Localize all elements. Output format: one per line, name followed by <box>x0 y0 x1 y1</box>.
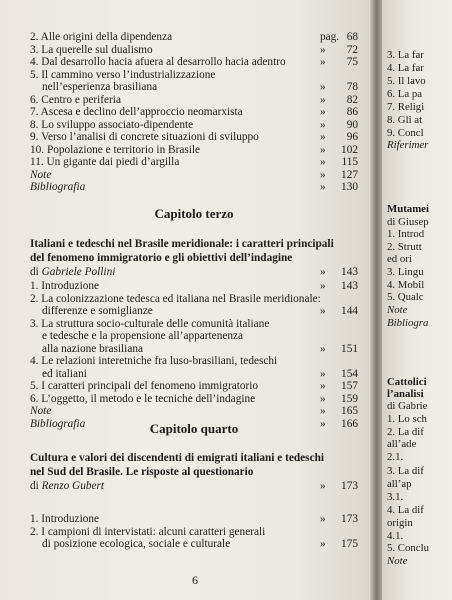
toc-entry-title: 3. La querelle sul dualismo <box>30 43 153 56</box>
toc-entry-title: 9. Verso l’analisi di concrete situazioni di sviluppo <box>30 131 259 143</box>
page-number: 6 <box>192 573 198 587</box>
toc-entry-marker: » <box>320 380 326 392</box>
right-page-line: all’ade <box>387 438 417 450</box>
toc-entry-title: 2. Alle origini della dipendenza <box>30 31 173 43</box>
toc-entry-title: 5. I caratteri principali del fenomeno immigratorio <box>30 380 259 392</box>
toc-entry-title: Note <box>30 168 52 181</box>
toc-entry-title: 1. Introduzione <box>30 513 100 525</box>
chapter-title-line: del fenomeno immigratorio e gli obiettivi dell’indagine <box>30 251 293 264</box>
author-name: Gabriele Pollini <box>41 266 116 278</box>
right-page-line: 6. La pa <box>387 88 423 100</box>
toc-entry-marker: » <box>320 305 326 317</box>
right-page-line: 4. La far <box>387 62 424 74</box>
toc-entry-title: e tedesche e la propensione all’appartenenza <box>42 330 244 342</box>
right-page-line: 7. Religi <box>387 101 425 113</box>
toc-entry-title: 10. Popolazione e territorio in Brasile <box>30 143 201 156</box>
right-page-line: 9. Concl <box>387 127 424 139</box>
right-page-line: origin <box>387 517 413 529</box>
toc-entry-title: 8. Lo sviluppo associato-dipendente <box>30 118 194 131</box>
author-marker: » <box>320 480 326 492</box>
toc-entry-marker: » <box>320 168 326 181</box>
chapter-title-line: Cultura e valori dei discendenti di emigrati italiani e tedeschi <box>30 452 325 464</box>
right-page-line: 2. Strutt <box>387 241 422 253</box>
right-page-line: 4. Mobil <box>387 279 425 291</box>
toc-entry-page: 90 <box>346 118 358 131</box>
toc-entry-page: 154 <box>341 367 358 380</box>
toc-entry-marker: » <box>320 392 326 405</box>
toc-entry-title: 4. Dal desarrollo hacia afuera al desarrollo hacia adentro <box>30 56 286 68</box>
right-page-line: Note <box>387 555 408 567</box>
toc-entry-page: 166 <box>341 417 358 430</box>
right-page-line: 3. Lingu <box>387 266 424 278</box>
toc-entry-page: 157 <box>341 380 358 392</box>
right-page-line: 8. Gli at <box>387 114 423 126</box>
toc-entry-marker: » <box>320 367 326 380</box>
right-page-line: ed ori <box>387 253 412 265</box>
toc-entry-marker: » <box>320 538 326 550</box>
toc-entry-title: differenze e somiglianze <box>42 305 153 317</box>
toc-entry-marker: » <box>320 143 326 156</box>
toc-entry-title: 2. La colonizzazione tedesca ed italiana nel Brasile meridionale: <box>30 292 321 305</box>
right-page-line: Mutamei <box>387 203 429 215</box>
book-gutter <box>370 0 382 600</box>
toc-entry-marker: » <box>320 280 326 292</box>
right-page-line: 2. La dif <box>387 426 424 438</box>
toc-entry-title: 4. Le relazioni interetniche fra luso-brasiliani, tedeschi <box>30 355 278 367</box>
right-page-line: 1. Lo sch <box>387 413 427 425</box>
toc-entry-page: 159 <box>341 392 358 405</box>
author-prefix: di <box>30 266 42 278</box>
toc-entry-title: Note <box>30 405 52 417</box>
toc-entry-title: 11. Un gigante dai piedi d’argilla <box>30 156 180 168</box>
right-page-line: Bibliogra <box>387 317 429 329</box>
toc-entry-marker: » <box>320 417 326 430</box>
toc-entry-page: 78 <box>346 81 358 93</box>
toc-entry-page: 86 <box>346 106 358 118</box>
right-page-line: 2.1. <box>387 451 404 463</box>
right-page-line: 5. Conclu <box>387 542 429 554</box>
toc-entry-page: 102 <box>341 143 358 156</box>
toc-entry-title: 6. Centro e periferia <box>30 93 121 106</box>
toc-entry-page: 143 <box>341 280 358 292</box>
toc-entry-page: 130 <box>341 181 358 193</box>
toc-entry-page: 75 <box>346 56 358 68</box>
chapter-heading: Capitolo terzo <box>154 206 234 221</box>
right-page-line: l’analisi <box>387 388 424 400</box>
right-page <box>382 0 452 600</box>
toc-entry-page: 165 <box>341 405 358 417</box>
toc-entry-marker: » <box>320 181 326 193</box>
toc-entry-marker: » <box>320 56 326 68</box>
chapter-title-line: nel Sud del Brasile. Le risposte al questionario <box>30 465 254 478</box>
toc-entry-title: 6. L’oggetto, il metodo e le tecniche dell’indagine <box>30 392 256 405</box>
right-page-line: 1. Introd <box>387 228 425 240</box>
right-page-line: 5. Il lavo <box>387 75 426 87</box>
author-marker: » <box>320 266 326 278</box>
chapter-title-line: Italiani e tedeschi nel Brasile meridionale: i caratteri principali <box>30 238 334 250</box>
right-page-line: Riferimer <box>387 139 429 151</box>
toc-entry-marker: » <box>320 43 326 56</box>
toc-entry-page: 151 <box>341 342 358 355</box>
right-page-line: 4.1. <box>387 530 404 542</box>
toc-entry-title: Bibliografia <box>30 181 86 193</box>
right-page-line: all’ap <box>387 478 412 490</box>
toc-entry-marker: » <box>320 405 326 417</box>
toc-entry-title: 5. Il cammino verso l’industrializzazione <box>30 68 216 81</box>
toc-entry-marker: » <box>320 156 326 168</box>
right-page-line: di Giusep <box>387 216 429 228</box>
right-page-line: Note <box>387 304 408 316</box>
toc-entry-title: 2. I campioni di intervistati: alcuni caratteri generali <box>30 525 266 538</box>
toc-entry-marker: » <box>320 342 326 355</box>
author-page: 143 <box>341 266 358 278</box>
toc-entry-page: 72 <box>346 43 358 56</box>
toc-entry-marker: » <box>320 93 326 106</box>
toc-entry-marker: pag. <box>320 31 340 43</box>
toc-entry-page: 115 <box>341 156 358 168</box>
right-page-line: Cattolici <box>387 376 427 388</box>
toc-entry-title: 7. Ascesa e declino dell’approccio neomarxista <box>30 106 243 118</box>
toc-entry-title: 3. La struttura socio-culturale delle comunità italiane <box>30 317 270 330</box>
toc-entry-page: 82 <box>346 93 358 106</box>
toc-entry-page: 96 <box>346 131 358 143</box>
toc-entry-page: 127 <box>341 168 358 181</box>
toc-entry-marker: » <box>320 513 326 525</box>
author-prefix: di <box>30 480 42 492</box>
right-page-line: 3. La far <box>387 49 424 61</box>
chapter-heading: Capitolo quarto <box>149 421 239 436</box>
toc-entry-page: 173 <box>341 513 358 525</box>
toc-entry-page: 68 <box>346 31 358 43</box>
toc-entry-page: 144 <box>341 305 358 317</box>
toc-entry-marker: » <box>320 81 326 93</box>
author-page: 173 <box>341 480 358 492</box>
right-page-line: di Gabrie <box>387 400 428 412</box>
toc-entry-title: ed italiani <box>42 367 87 380</box>
toc-entry-title: 1. Introduzione <box>30 280 100 292</box>
toc-entry-marker: » <box>320 118 326 131</box>
toc-entry-marker: » <box>320 131 326 143</box>
toc-entry-title: Bibliografia <box>30 417 86 430</box>
right-page-line: 4. La dif <box>387 504 424 516</box>
right-page-line: 3.1. <box>387 491 404 503</box>
right-page-line: 3. La dif <box>387 465 424 477</box>
toc-entry-marker: » <box>320 106 326 118</box>
author-name: Renzo Gubert <box>41 480 105 492</box>
toc-entry-title: nell’esperienza brasiliana <box>42 81 158 93</box>
toc-entry-page: 175 <box>341 538 358 550</box>
toc-entry-title: di posizione ecologica, sociale e culturale <box>42 538 231 550</box>
toc-entry-title: alla nazione brasiliana <box>42 342 143 355</box>
right-page-line: 5. Qualc <box>387 291 424 303</box>
